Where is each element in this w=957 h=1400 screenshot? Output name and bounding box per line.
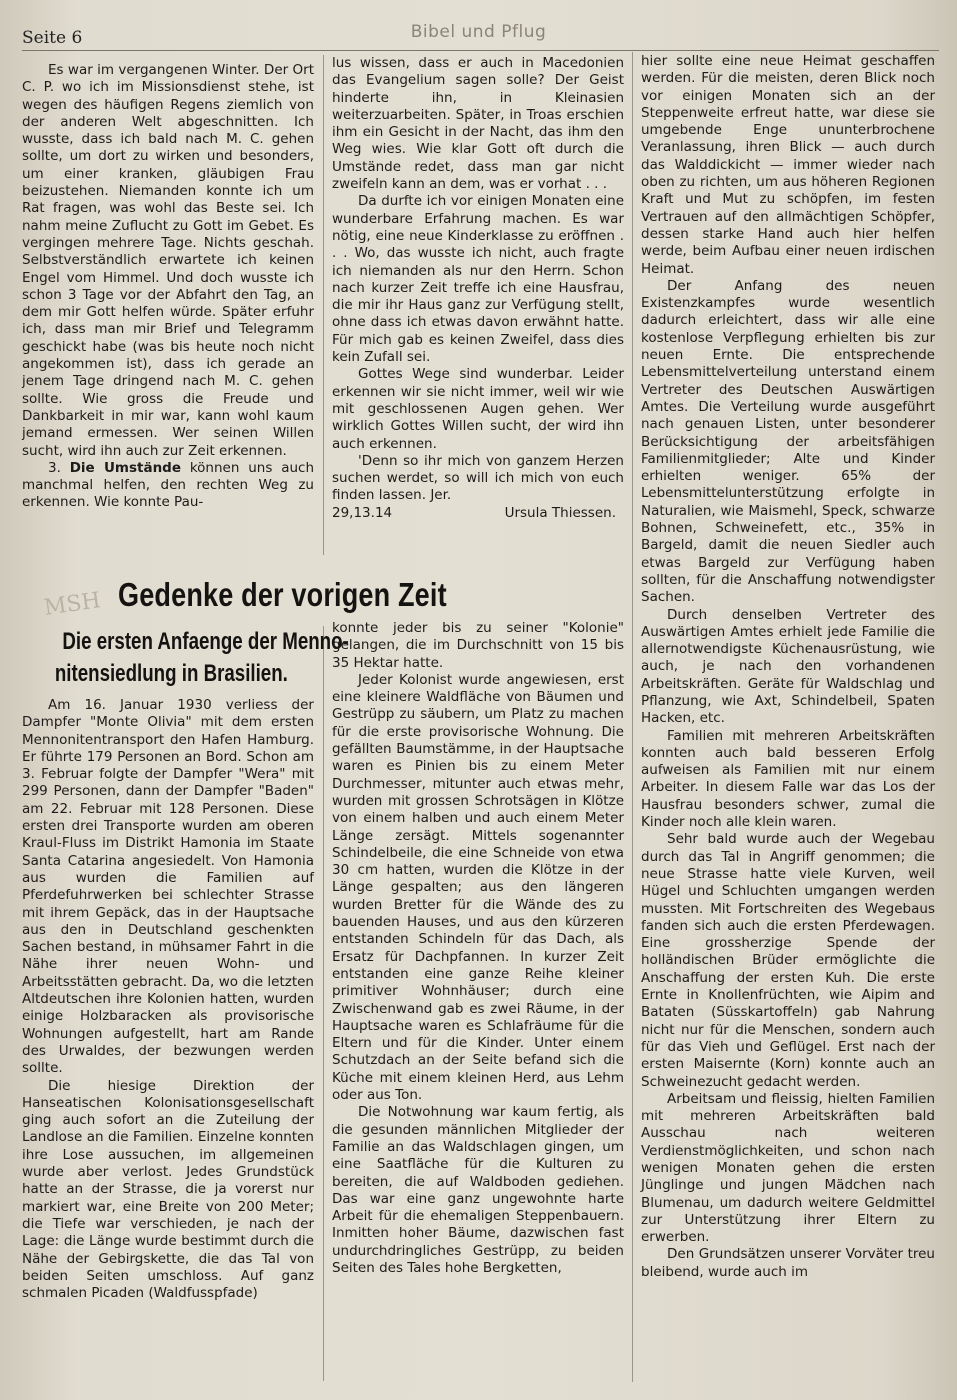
signature-line (332, 505, 624, 522)
stamp-mark: MSH (42, 588, 103, 621)
paragraph: Sehr bald wurde auch der Wegebau durch das Tal in Angriff genommen; die neue Strasse hatte viele Kurven, weil Hügel und Schluchten umgangen werden mussten. Mit Fortschreiten des Wegebaus fanden sich auch die ersten Pferdewagen. Eine grossherzige Spende der holländischen Brüder ermöglichte die Anschaffung der ersten Kuh. Die erste Ernte in Knollenfrüchten, wie Aipim and Bataten (Süsskartoffeln) gab Nahrung nicht nur für die Menschen, sondern auch für das Vieh und Geflügel. Erst nach der ersten Maisernte (Korn) konnte auch an Schweinezucht gedacht werden. (641, 831, 935, 1090)
paragraph: Die hiesige Direktion der Hanseatischen Kolonisationsgesellschaft ging auch sofort an die Zuteilung der Landlose an die Familien. Einzelne konnten ihre Lose aussuchen, im allgemeinen wurde aber verlost. Jedes Grundstück hatte an der Strasse, die ja vorerst nur markiert war, eine Breite von 200 Meter; die Tiefe war verschieden, je nach der Lage: die Länge wurde bestimmt durch die Nähe der Gebirgskette, die das Tal von beiden Seiten umschloss. Auf ganz schmalen Picaden (Waldfusspfade) (22, 1077, 314, 1302)
author-name: Ursula Thiessen. (504, 504, 616, 521)
subheadline-line: nitensiedlung in Brasilien. (54, 660, 288, 687)
publication-title: Bibel und Pflug (410, 22, 547, 42)
article2-column-3 (641, 53, 935, 1281)
article-subheadline (22, 626, 349, 690)
article-headline: Gedenke der vorigen Zeit (118, 576, 447, 613)
article1-column-1 (22, 62, 314, 512)
paragraph: Es war im vergangenen Winter. Der Ort C. P. wo ich im Missionsdienst stehe, ist wegen des häufigen Regens ziemlich von der anderen Welt abgeschnitten. Ich wusste, dass ich bald nach M. C. gehen sollte, um dort zu wirken und besonders, um einer kranken, gläubigen Frau beizustehen. Niemanden konnte ich um Rat fragen, was wohl das Beste sei. Ich nahm meine Zuflucht zu Gott im Gebet. Es vergingen mehrere Tage. Nichts geschah. Selbstverständlich erwartete ich keinen Engel vom Himmel. Und doch wusste ich schon 3 Tage vor der Abfahrt den Tag, an dem mir Gott helfen würde. Später erfuhr ich, dass man mir Brief und Telegramm geschickt habe (was bis heute noch nicht angekommen ist), dass ich gerade an jenem Tage dringend nach M. C. gehen sollte. Wie gross die Freude und Dankbarkeit in mir war, kann wohl kaum jemand ermessen. Wer seinen Willen sucht, wird ihn auch zur Zeit erkennen. (22, 62, 314, 459)
subheadline-line: Die ersten Anfaenge der Menno- (62, 628, 349, 655)
paragraph: Da durfte ich vor einigen Monaten eine wunderbare Erfahrung machen. Es war nötig, eine neue Kinderklasse zu eröffnen . . . Wo, das wusste ich nicht, auch fragte ich niemanden als nur den Herrn. Schon nach kurzer Zeit treffe ich eine Hausfrau, die mir ihr Haus ganz zur Verfügung stellt, ohne dass ich etwas davon erwähnt hatte. Für mich gab es keinen Zweifel, dass dies kein Zufall sei. (332, 193, 624, 366)
bible-reference: 29,13.14 (332, 504, 393, 521)
page-number: Seite 6 (22, 28, 83, 48)
bold-phrase: Die Umstände (69, 459, 181, 476)
paragraph: hier sollte eine neue Heimat geschaffen werden. Für die meisten, deren Blick noch vor einigen Monaten sich an der Steppenweite erfreut hatte, war diese sie umgebende Enge ununterbrochene Veranlassung, ihren Blick — auch durch das Walddickicht — immer wieder nach oben zu richten, um aus höheren Regionen Kraft und Mut zu schöpfen, im festen Vertrauen auf den allmächtigen Schöpfer, dessen starke Hand auch hier helfen werde, beim Aufbau einer neuen irdischen Heimat. (641, 53, 935, 277)
paragraph: Den Grundsätzen unserer Vorväter treu bleibend, wurde auch im (641, 1246, 935, 1280)
header-rule (22, 50, 939, 51)
paragraph: Am 16. Januar 1930 verliess der Dampfer "Monte Olivia" mit dem ersten Mennonitentransport den Hafen Hamburg. Er führte 179 Personen an Bord. Schon am 3. Februar folgte der Dampfer "Wera" mit 299 Personen, dann der Dampfer "Baden" am 22. Februar mit 128 Personen. Diese ersten drei Transporte wurden am oberen Kraul-Fluss im Distrikt Hamonia im Staate Santa Catarina angesiedelt. Von Hamonia aus wurden die Familien auf Pferdefuhrwerken bei schlechter Strasse mit ihrem Gepäck, das in der Hauptsache aus den in Deutschland geschenkten Sachen bestand, in mühsamer Fahrt in die Nähe ihrer neuen Wohn- und Arbeitsstätten gebracht. Da, wo die letzten Altdeutschen ihre Kolonien hatten, wurden einige Holzbaracken als provisorische Wohnungen aufgestellt, hart am Rande des Urwaldes, der bezwungen werden sollte. (22, 697, 314, 1077)
article2-column-1 (22, 697, 314, 1302)
paragraph: Jeder Kolonist wurde angewiesen, erst eine kleinere Waldfläche von Bäumen und Gestrüpp zu säubern, um Platz zu machen für die erste provisorische Wohnung. Die gefällten Baumstämme, in der Hauptsache waren es Pinien bis zu einem Meter Durchmesser, mitunter auch etwas mehr, wurden mit grossen Schrotsägen in Klötze von einem halben und auch einem Meter Länge zersägt. Mittels sogenannter Schindelbeile, die eine Schneide von etwa 30 cm hatten, wurden die Klötze in der Länge gespalten; aus den längeren wurden Bretter für die Wände des zu bauenden Hauses, und aus den kürzeren entstanden Schindeln für das Dach, als Ersatz für Dachpfannen. In kurzer Zeit entstanden eine ganze Reihe kleiner primitiver Wohnhäuser; durch eine Zwischenwand gab es zwei Räume, in der Hauptsache waren es Schlafräume für die Eltern und für die Kinder. Unter einem Schutzdach an der Seite befand sich die Küche mit einem kleinen Herd, aus Lehm oder aus Ton. (332, 671, 624, 1104)
article2-column-2 (332, 620, 624, 1277)
paragraph (22, 460, 314, 512)
paragraph: Der Anfang des neuen Existenzkampfes wurde wesentlich dadurch erleichtert, dass wir alle eine kostenlose Verpflegung erhielten bis zur neuen Ernte. Die entsprechende Lebensmittelverteilung unterstand einem Vertreter des Deutschen Auswärtigen Amtes. Die Verteilung wurde ausgeführt nach genauen Listen, unter besonderer Berücksichtigung der arbeitsfähigen Familienmitglieder; Alte und Kinder erhielten weniger. 65% der Lebensmittelunterstützung erfolgte in Naturalien, wie Maismehl, Speck, schwarze Bohnen, Schweinefett, etc., 35% in Bargeld, damit die neuen Siedler auch etwas Bargeld zur Verfügung haben sollten, für die Anschaffung notwendigster Sachen. (641, 277, 935, 606)
column-divider (323, 55, 324, 555)
paragraph: Die Notwohnung war kaum fertig, als die gesunden männlichen Mitglieder der Familie an das Waldschlagen gingen, um eine Saatfläche für die Kulturen zu bereiten, die auf Waldboden gediehen. Das war eine ganz ungewohnte harte Arbeit für die ehemaligen Steppenbauern. Inmitten hoher Bäume, dazwischen fast undurchdringliches Gestrüpp, zu beiden Seiten des Tales hohe Bergketten, (332, 1104, 624, 1276)
paragraph-number: 3. (48, 459, 61, 476)
paragraph: Gottes Wege sind wunderbar. Leider erkennen wir sie nicht immer, weil wir wie mit geschlossenen Augen gehen. Wer wirklich Gottes Willen sucht, der wird ihn auch erkennen. (332, 366, 624, 452)
paragraph: 'Denn so ihr mich von ganzem Herzen suchen werdet, so will ich mich von euch finden lassen. Jer. (332, 452, 624, 504)
paragraph: Durch denselben Vertreter des Auswärtigen Amtes erhielt jede Familie die allernotwendigste Küchenausrüstung, wie auch, je nach den vorhandenen Arbeitskräften. Geräte für Waldschlag und Pflanzung, wie Axt, Schindelbeil, Spaten Hacken, etc. (641, 606, 935, 727)
paragraph: Arbeitsam und fleissig, hielten Familien mit mehreren Arbeitskräften bald Ausschau nach weiteren Verdienstmöglichkeiten, und schon nach wenigen Monaten gehen die ersten Jünglinge und jungen Mädchen nach Blumenau, um dadurch weitere Geldmittel zur Unterstützung ihrer Eltern zu erwerben. (641, 1090, 935, 1246)
paragraph-text: können uns auch manchmal helfen, den rechten Weg zu erkennen. Wie konnte Pau- (22, 459, 314, 511)
column-divider (323, 626, 324, 1381)
column-divider (632, 52, 633, 1382)
paragraph: lus wissen, dass er auch in Macedonien das Evangelium sagen solle? Der Geist hinderte ihn, in Kleinasien weiterzuarbeiten. Später, in Troas erschien ihm ein Gesicht in der Nacht, das ihm den Weg wies. Wie klar Gott oft durch die Umstände redet, dass man gar nicht zweifeln kann an dem, was er vorhat . . . (332, 55, 624, 193)
paragraph: konnte jeder bis zu seiner "Kolonie" gelangen, die im Durchschnitt von 15 bis 35 Hektar hatte. (332, 620, 624, 671)
paragraph: Familien mit mehreren Arbeitskräften konnten auch bald besseren Erfolg aufweisen als Familien mit nur einem Arbeiter. In diesem Falle war das Los der Hausfrau besonders schwer, zumal die Kinder noch alle klein waren. (641, 727, 935, 831)
article1-column-2 (332, 55, 624, 522)
